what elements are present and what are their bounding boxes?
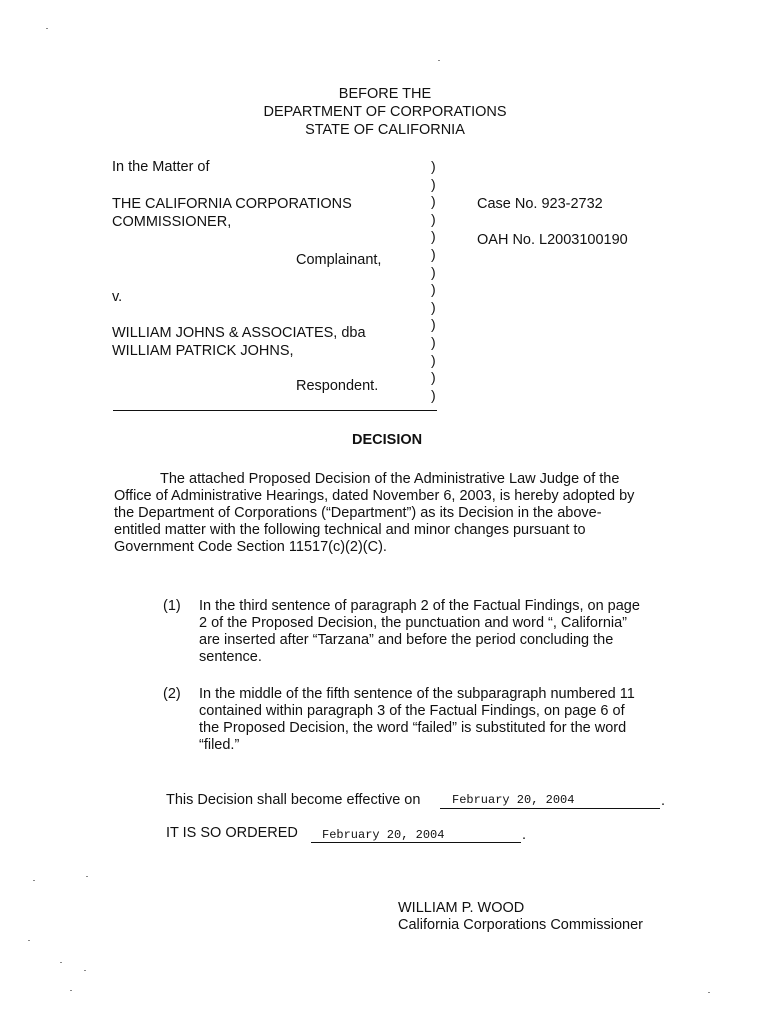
header-line-state: STATE OF CALIFORNIA [305,122,465,138]
item-1-line-2: 2 of the Proposed Decision, the punctuation and word “, California” [199,615,627,631]
versus-label: v. [112,289,123,305]
caption-paren: ) [431,210,436,227]
scan-speck [86,876,88,877]
oah-number: OAH No. L2003100190 [477,232,628,248]
item-2-line-3: the Proposed Decision, the word “failed” is substituted for the word [199,720,627,736]
caption-paren-column [431,158,441,404]
caption-paren: ) [431,263,436,280]
scan-speck [70,990,72,991]
scan-speck [28,940,30,941]
ordered-label: IT IS SO ORDERED [166,825,298,841]
header-line-department: DEPARTMENT OF CORPORATIONS [263,104,507,120]
caption-paren: ) [431,316,436,333]
item-2-line-2: contained within paragraph 3 of the Factual Findings, on page 6 of [199,703,625,719]
intro-line-4: entitled matter with the following technical and minor changes pursuant to [114,522,586,538]
complainant-name-line-1: THE CALIFORNIA CORPORATIONS [112,196,352,212]
scan-speck [708,992,710,993]
case-number: Case No. 923-2732 [477,196,603,212]
caption-paren: ) [431,158,436,174]
decision-title: DECISION [352,432,423,448]
caption-paren: ) [431,245,436,262]
complainant-name-line-2: COMMISSIONER, [112,214,232,230]
caption-paren: ) [431,228,436,245]
intro-line-1: The attached Proposed Decision of the Administrative Law Judge of the [160,471,620,487]
scan-speck [84,970,86,971]
respondent-name-line-2: WILLIAM PATRICK JOHNS, [112,343,294,359]
item-1-number: (1) [163,598,181,614]
ordered-date: February 20, 2004 [322,828,445,842]
caption-paren: ) [431,351,436,368]
signatory-name: WILLIAM P. WOOD [398,900,525,916]
item-2-line-4: “filed.” [199,737,240,753]
item-2-number: (2) [163,686,181,702]
scan-speck [438,60,440,61]
caption-underline [113,410,437,411]
item-1-line-3: are inserted after “Tarzana” and before the period concluding the [199,632,614,648]
scan-speck [60,962,62,963]
caption-paren: ) [431,175,436,192]
scan-speck [33,880,35,881]
intro-line-2: Office of Administrative Hearings, dated November 6, 2003, is hereby adopted by [114,488,635,504]
in-the-matter-label: In the Matter of [112,159,210,175]
ordered-date-underline [311,842,521,843]
caption-paren: ) [431,281,436,298]
intro-line-5: Government Code Section 11517(c)(2)(C). [114,539,387,555]
caption-paren: ) [431,386,436,403]
caption-paren: ) [431,333,436,350]
effective-date: February 20, 2004 [452,793,575,807]
effective-date-underline [440,808,660,809]
effective-period: . [661,793,666,809]
complainant-role: Complainant, [296,252,382,268]
respondent-name-line-1: WILLIAM JOHNS & ASSOCIATES, dba [112,325,366,341]
respondent-role: Respondent. [296,378,379,394]
item-1-line-1: In the third sentence of paragraph 2 of the Factual Findings, on page [199,598,640,614]
caption-paren: ) [431,193,436,210]
caption-paren: ) [431,298,436,315]
effective-label: This Decision shall become effective on [166,792,421,808]
intro-line-3: the Department of Corporations (“Department”) as its Decision in the above- [114,505,602,521]
caption-paren: ) [431,369,436,386]
ordered-period: . [522,827,527,843]
item-1-line-4: sentence. [199,649,262,665]
signatory-title: California Corporations Commissioner [398,917,643,933]
header-line-before: BEFORE THE [338,86,432,102]
scan-speck [46,28,48,29]
item-2-line-1: In the middle of the fifth sentence of the subparagraph numbered 11 [199,686,635,702]
